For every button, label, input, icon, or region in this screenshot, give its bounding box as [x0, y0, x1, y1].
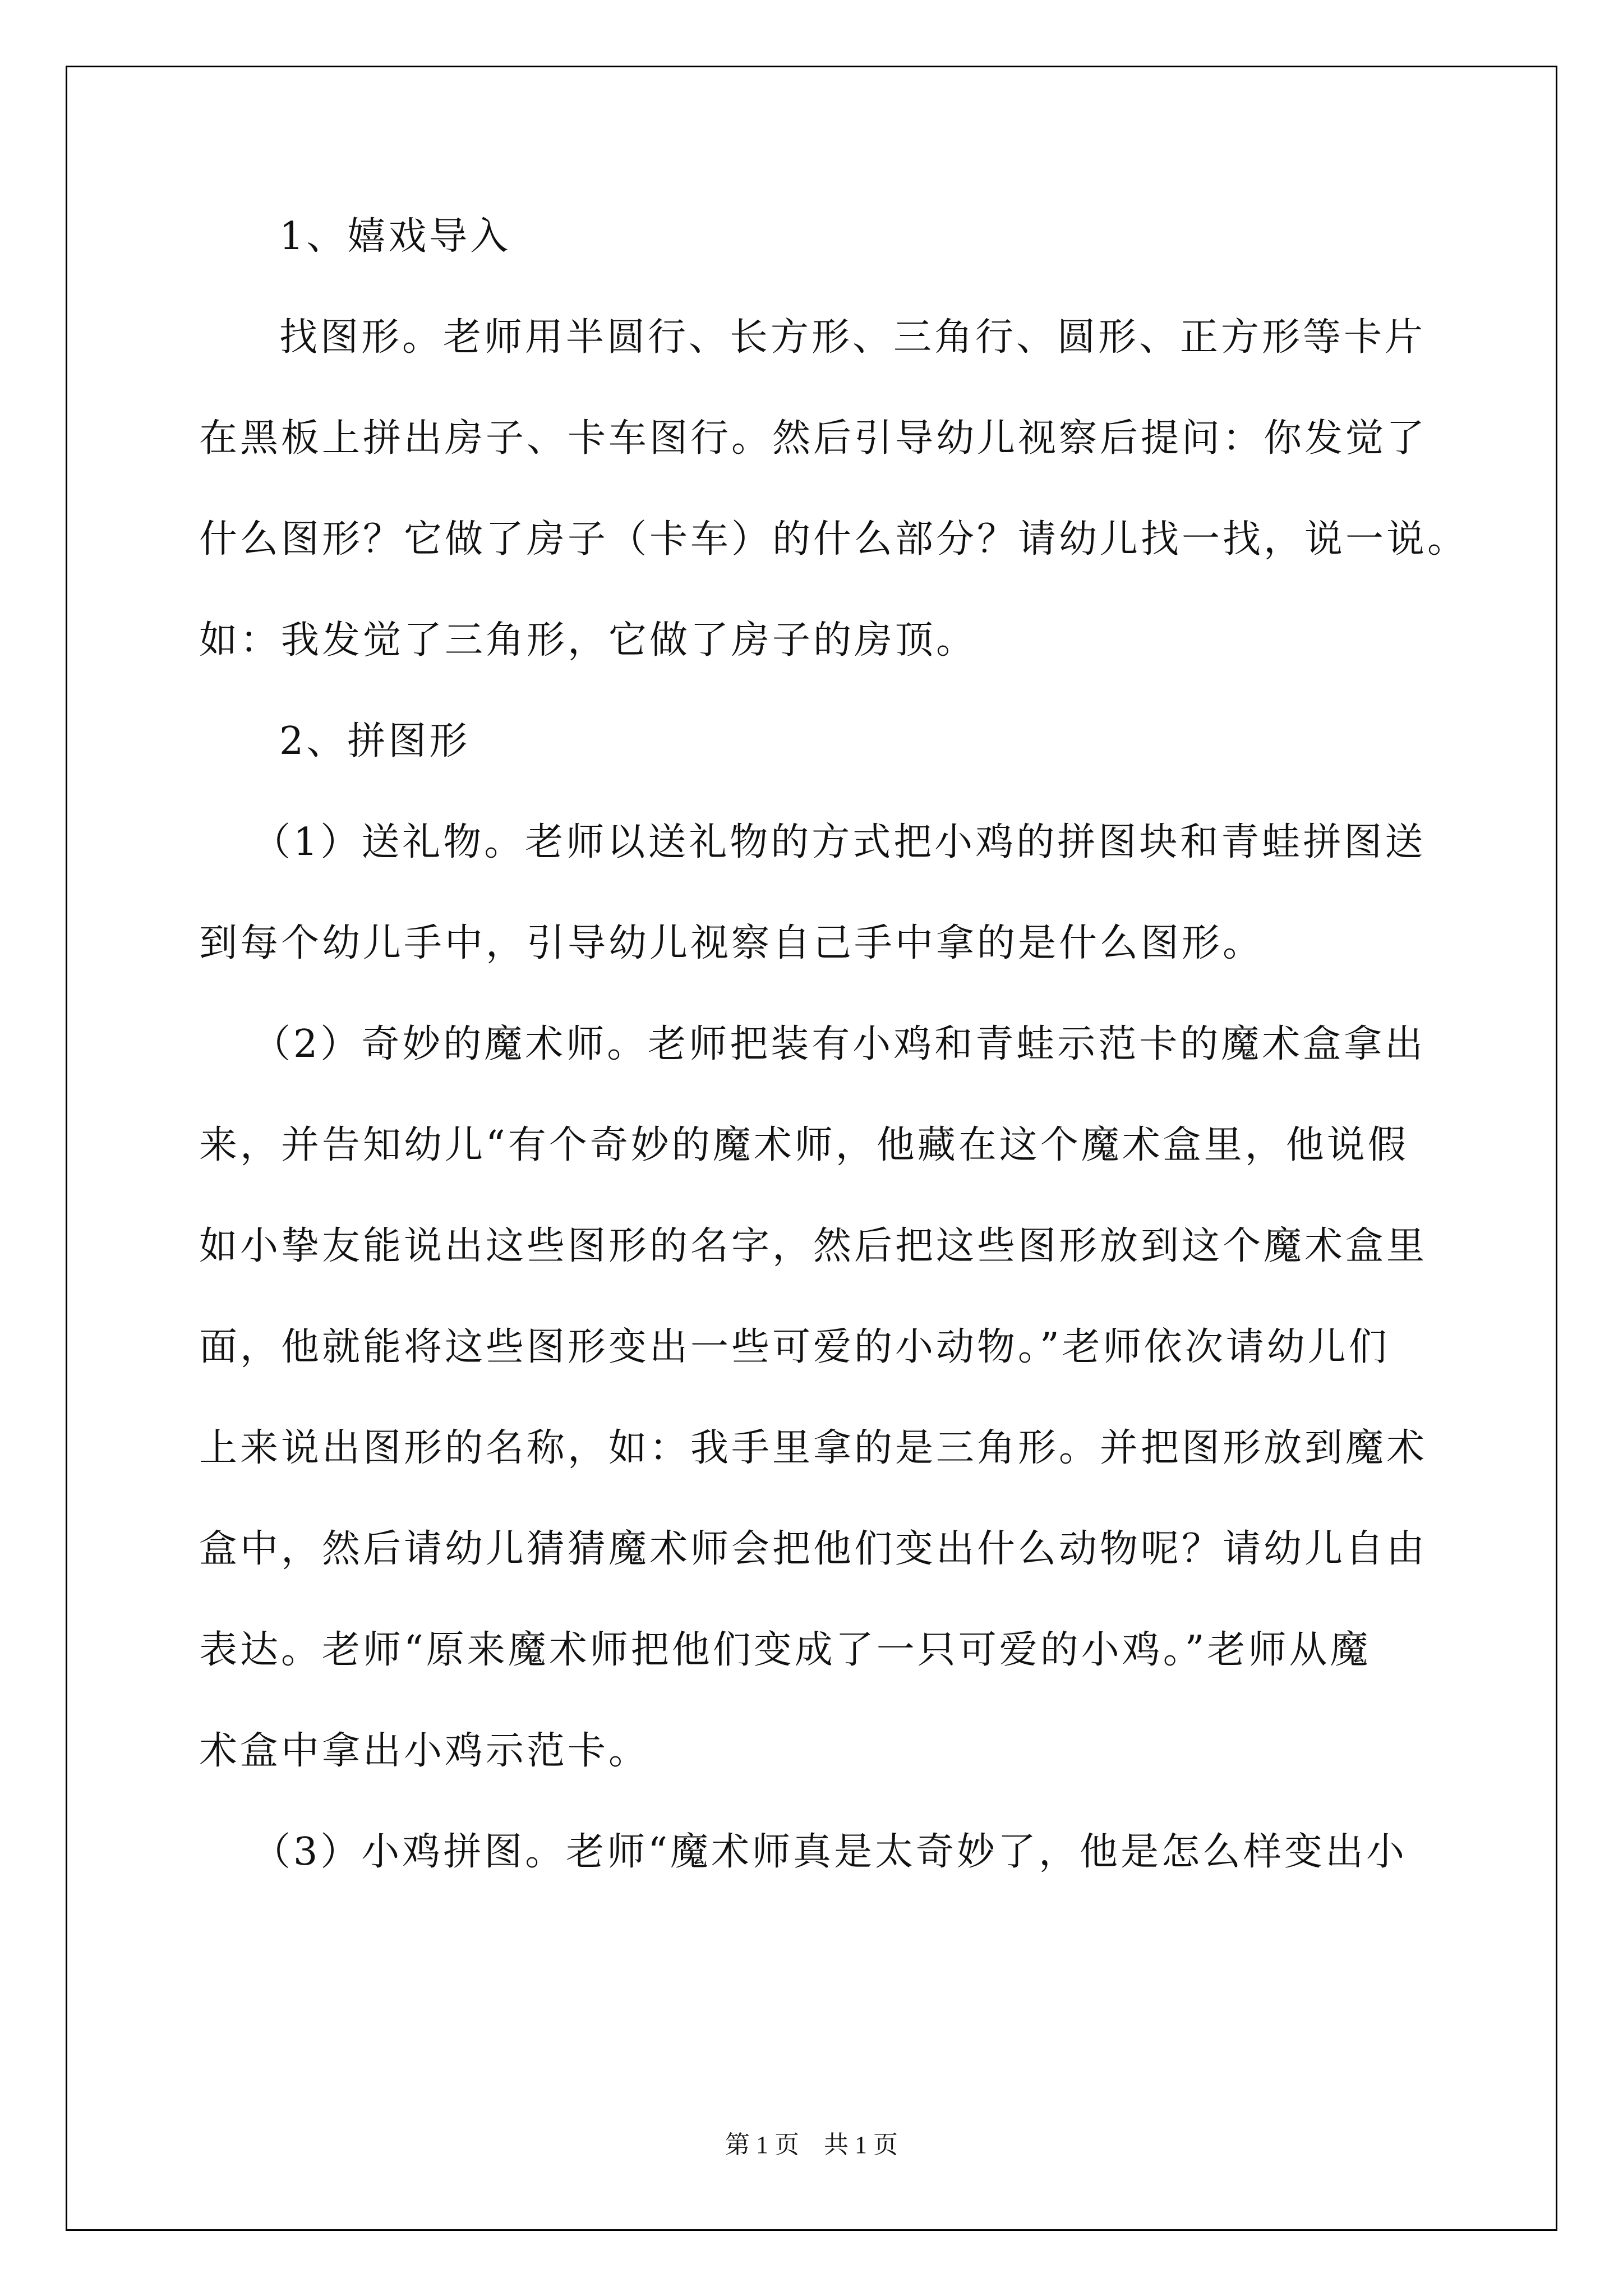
text-line: （1）送礼物。老师以送礼物的方式把小鸡的拼图块和青蛙拼图送 — [252, 820, 1426, 864]
text-line: 如：我发觉了三角形，它做了房子的房顶。 — [199, 618, 978, 662]
text-line: 术盒中拿出小鸡示范卡。 — [199, 1729, 650, 1773]
text-line: 找图形。老师用半圆行、长方形、三角行、圆形、正方形等卡片 — [279, 315, 1426, 360]
text-line: 盒中，然后请幼儿猜猜魔术师会把他们变出什么动物呢？请幼儿自由 — [199, 1527, 1428, 1571]
heading-line: 1、嬉戏导入 — [279, 214, 511, 259]
text-line: 如小挚友能说出这些图形的名字，然后把这些图形放到这个魔术盒里 — [199, 1224, 1428, 1268]
text-line: 面，他就能将这些图形变出一些可爱的小动物。”老师依次请幼儿们 — [199, 1325, 1390, 1369]
text-line: 在黑板上拼出房子、卡车图行。然后引导幼儿视察后提问：你发觉了 — [199, 416, 1428, 461]
text-line: （2）奇妙的魔术师。老师把装有小鸡和青蛙示范卡的魔术盒拿出 — [252, 1022, 1426, 1066]
text-line: （3）小鸡拼图。老师“魔术师真是太奇妙了，他是怎么样变出小 — [252, 1830, 1408, 1874]
text-line: 什么图形？它做了房子（卡车）的什么部分？请幼儿找一找，说一说。 — [199, 517, 1469, 562]
text-line: 上来说出图形的名称，如：我手里拿的是三角形。并把图形放到魔术 — [199, 1426, 1428, 1470]
heading-line: 2、拼图形 — [279, 719, 471, 763]
text-line: 到每个幼儿手中，引导幼儿视察自己手中拿的是什么图形。 — [199, 921, 1264, 965]
text-line: 来，并告知幼儿“有个奇妙的魔术师，他藏在这个魔术盒里，他说假 — [199, 1123, 1409, 1167]
page-footer: 第 1 页 共 1 页 — [725, 2131, 898, 2159]
text-line: 表达。老师“原来魔术师把他们变成了一只可爱的小鸡。”老师从魔 — [199, 1628, 1371, 1672]
